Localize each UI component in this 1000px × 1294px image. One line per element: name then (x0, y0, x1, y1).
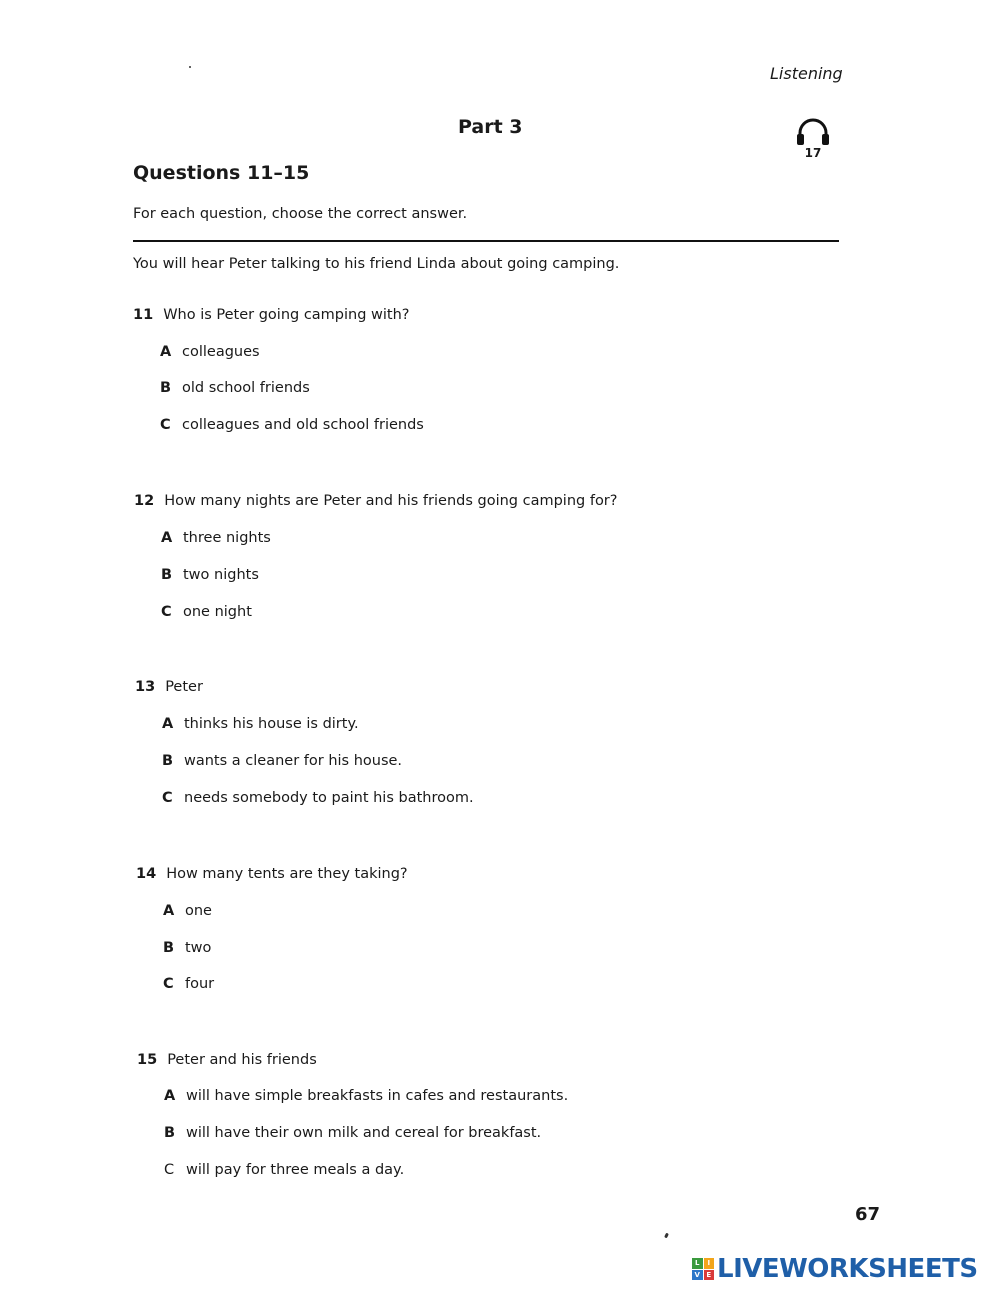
option-text: needs somebody to paint his bathroom. (184, 790, 474, 806)
question-12 (134, 493, 617, 509)
option-letter: C (164, 1162, 175, 1178)
option-11a[interactable] (160, 344, 260, 360)
option-letter: B (164, 1125, 176, 1141)
option-letter: C (162, 790, 173, 806)
question-number: 11 (133, 307, 154, 323)
option-text: colleagues (182, 344, 260, 360)
option-11c[interactable] (160, 417, 424, 433)
option-text: one night (183, 604, 252, 620)
question-text: Peter and his friends (167, 1052, 317, 1068)
option-13c[interactable] (162, 790, 474, 806)
question-15 (137, 1052, 317, 1068)
option-text: will pay for three meals a day. (186, 1162, 405, 1178)
question-14 (136, 866, 408, 882)
option-text: will have their own milk and cereal for breakfast. (186, 1125, 542, 1141)
option-text: old school friends (182, 380, 310, 396)
option-11b[interactable] (160, 380, 310, 396)
option-letter: A (163, 903, 175, 919)
question-text: Peter (165, 679, 203, 695)
brand-logo (692, 1258, 714, 1280)
option-letter: C (160, 417, 171, 433)
question-number: 13 (135, 679, 156, 695)
instructions: For each question, choose the correct answer. (133, 206, 468, 222)
option-text: wants a cleaner for his house. (184, 753, 403, 769)
option-text: three nights (183, 530, 271, 546)
option-15c[interactable] (164, 1162, 404, 1178)
option-12c[interactable] (161, 604, 252, 620)
page-number: 67 (855, 1204, 881, 1225)
option-text: two (185, 940, 212, 956)
option-13a[interactable] (162, 716, 359, 732)
question-text: Who is Peter going camping with? (163, 307, 410, 323)
option-text: thinks his house is dirty. (184, 716, 359, 732)
option-15b[interactable] (164, 1125, 541, 1141)
option-text: will have simple breakfasts in cafes and restaurants. (186, 1088, 569, 1104)
question-number: 12 (134, 493, 155, 509)
option-text: colleagues and old school friends (182, 417, 424, 433)
option-letter: C (163, 976, 174, 992)
question-number: 15 (137, 1052, 158, 1068)
speck (189, 66, 191, 68)
logo-tile: V (692, 1270, 703, 1281)
option-letter: B (163, 940, 175, 956)
brand-text: LIVEWORKSHEETS (717, 1254, 978, 1284)
option-12a[interactable] (161, 530, 271, 546)
question-11 (133, 307, 410, 323)
option-letter: C (161, 604, 172, 620)
section-label: Listening (770, 64, 843, 83)
track-number: 17 (804, 146, 822, 160)
option-13b[interactable] (162, 753, 402, 769)
headphones-icon (795, 116, 831, 148)
option-letter: A (160, 344, 172, 360)
option-text: two nights (183, 567, 259, 583)
option-letter: A (162, 716, 174, 732)
option-12b[interactable] (161, 567, 259, 583)
option-letter: B (162, 753, 174, 769)
question-13 (135, 679, 203, 695)
question-text: How many tents are they taking? (166, 866, 408, 882)
option-14a[interactable] (163, 903, 212, 919)
option-letter: B (160, 380, 172, 396)
logo-tile: L (692, 1258, 703, 1269)
logo-tile: E (704, 1270, 715, 1281)
questions-heading: Questions 11–15 (133, 162, 310, 184)
audio-track-indicator[interactable] (795, 116, 831, 162)
option-14c[interactable] (163, 976, 214, 992)
option-letter: B (161, 567, 173, 583)
option-text: four (185, 976, 215, 992)
option-15a[interactable] (164, 1088, 568, 1104)
option-text: one (185, 903, 212, 919)
question-text: How many nights are Peter and his friends going camping for? (164, 493, 618, 509)
logo-tile: I (704, 1258, 715, 1269)
brand-watermark (692, 1253, 978, 1285)
question-number: 14 (136, 866, 157, 882)
option-letter: A (164, 1088, 176, 1104)
intro-text: You will hear Peter talking to his friend Linda about going camping. (133, 256, 620, 272)
speck (664, 1233, 669, 1239)
divider (133, 240, 839, 242)
option-letter: A (161, 530, 173, 546)
part-title: Part 3 (458, 116, 523, 138)
option-14b[interactable] (163, 940, 211, 956)
